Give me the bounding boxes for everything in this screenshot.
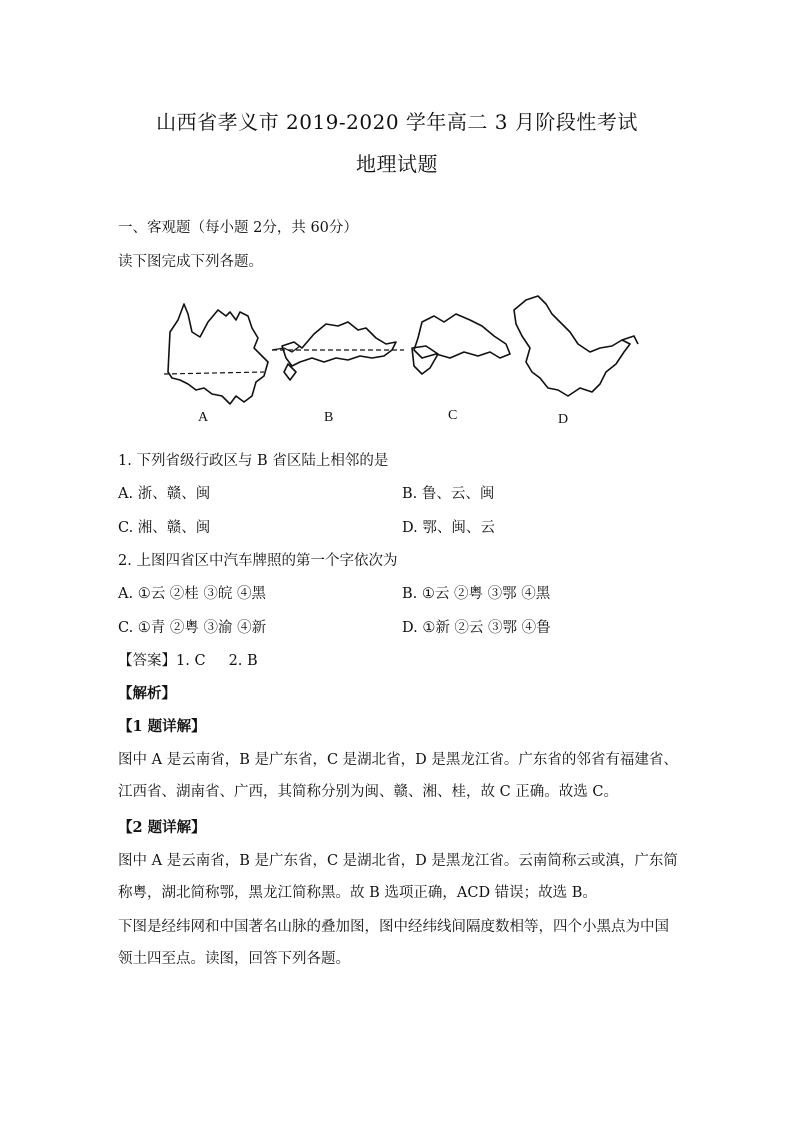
answer-line: 【答案】1. C 2. B	[118, 653, 258, 669]
detail-2-heading: 【2 题详解】	[118, 819, 206, 836]
next-section-intro: 下图是经纬网和中国著名山脉的叠加图，图中经纬线间隔度数相等，四个小黑点为中国领土四至点。读图，回答下列各题。	[118, 919, 669, 967]
province-maps-figure	[160, 292, 650, 432]
map-outline-a	[168, 304, 268, 404]
section-heading: 一、客观题（每小题 2分，共 60分）	[118, 220, 358, 236]
map-label-c: C	[448, 408, 458, 423]
detail-2-text: 图中 A 是云南省，B 是广东省，C 是湖北省，D 是黑龙江省。云南简称云或滇，广东简称粤，湖北简称鄂，黑龙江简称黑。故 B 选项正确，ACD 错误；故选 B。	[118, 853, 678, 901]
q1-option-c: C. 湘、赣、闽	[118, 520, 211, 536]
page-title: 山西省孝义市 2019-2020 学年高二 3 月阶段性考试	[156, 110, 638, 134]
map-label-d: D	[558, 412, 569, 427]
detail-1-text: 图中 A 是云南省，B 是广东省，C 是湖北省，D 是黑龙江省。广东省的邻省有福建省、江西省、湖南省、广西，其简称分别为闽、赣、湘、桂，故 C 正确。故选 C。	[118, 752, 678, 800]
map-outline-d	[514, 296, 630, 396]
river-b	[272, 346, 300, 352]
detail-1-heading: 【1 题详解】	[118, 718, 206, 735]
province-outlines	[160, 292, 650, 432]
q1-option-a: A. 浙、赣、闽	[118, 486, 211, 502]
question-2-stem: 2. 上图四省区中汽车牌照的第一个字依次为	[118, 553, 398, 569]
q2-option-c: C. ①青 ②粤 ③渝 ④新	[118, 620, 267, 636]
page-subtitle: 地理试题	[356, 152, 438, 176]
intro-text: 读下图完成下列各题。	[118, 254, 263, 270]
q2-option-d: D. ①新 ②云 ③鄂 ④鲁	[402, 620, 551, 636]
map-label-b: B	[324, 410, 334, 425]
analysis-heading: 【解析】	[118, 685, 176, 702]
map-outline-b-island	[284, 364, 296, 380]
q2-option-b: B. ①云 ②粤 ③鄂 ④黑	[402, 586, 551, 602]
map-outline-d-river	[622, 336, 638, 344]
map-outline-c-inner	[412, 346, 438, 374]
question-1-stem: 1. 下列省级行政区与 B 省区陆上相邻的是	[118, 453, 389, 469]
map-label-a: A	[198, 410, 209, 425]
q1-option-d: D. 鄂、闽、云	[402, 520, 495, 536]
latitude-line-a	[164, 372, 264, 374]
map-outline-b	[282, 322, 396, 366]
q2-option-a: A. ①云 ②桂 ③皖 ④黑	[118, 586, 267, 602]
q1-option-b: B. 鲁、云、闽	[402, 486, 495, 502]
map-outline-c	[414, 314, 510, 358]
